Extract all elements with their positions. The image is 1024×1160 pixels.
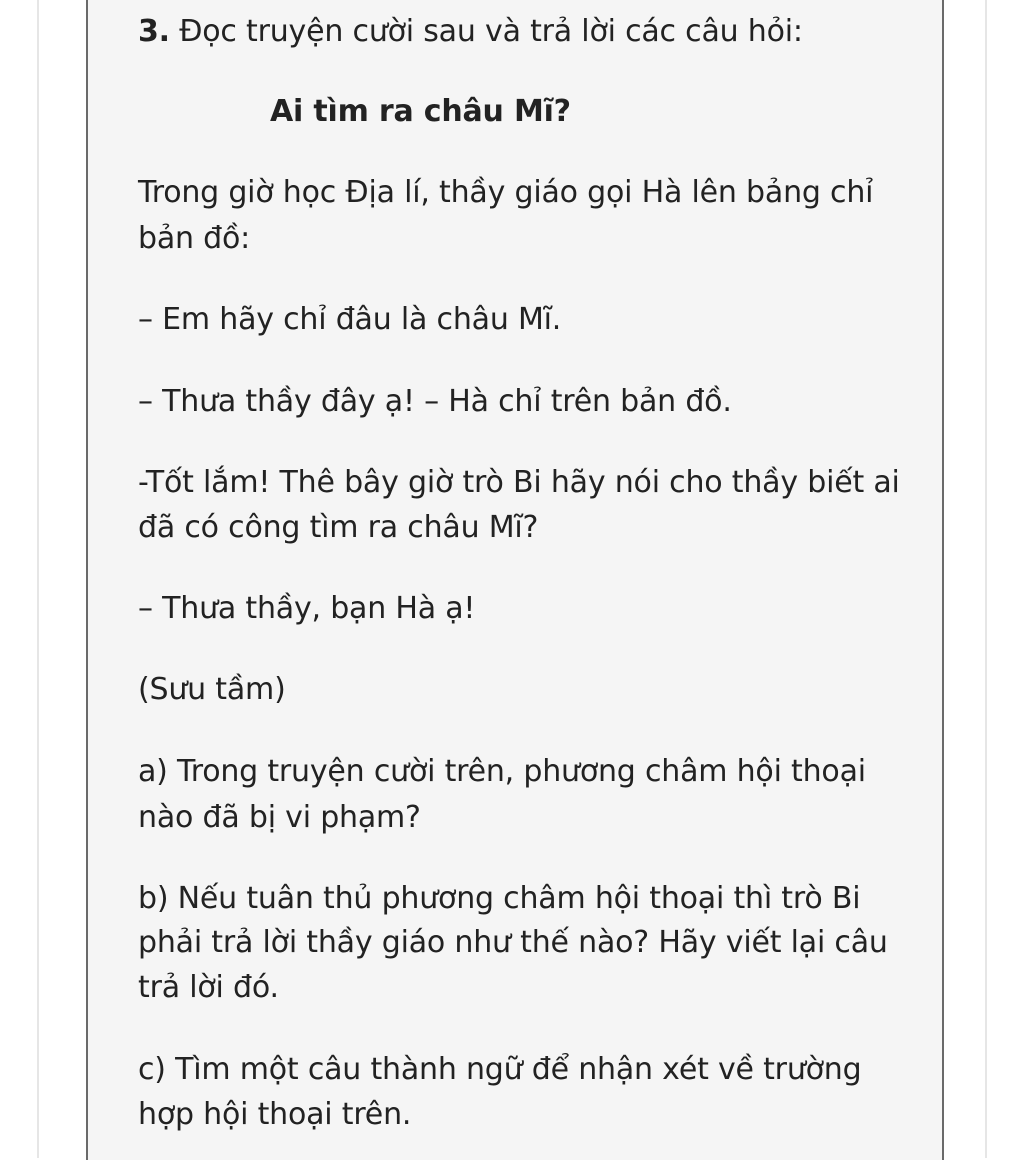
question-c-line1: c) Tìm một câu thành ngữ để nhận xét về trường bbox=[138, 1052, 862, 1087]
question-b-line3: trả lời đó. bbox=[138, 970, 279, 1005]
story-intro-line2: bản đồ: bbox=[138, 221, 251, 256]
question-a-line2: nào đã bị vi phạm? bbox=[138, 800, 421, 835]
story-title: Ai tìm ra châu Mĩ? bbox=[270, 94, 571, 129]
story-source: (Sưu tầm) bbox=[138, 672, 286, 707]
question-c-line2: hợp hội thoại trên. bbox=[138, 1097, 412, 1132]
question-a-line1: a) Trong truyện cười trên, phương châm hội thoại bbox=[138, 754, 866, 789]
dialogue-4: – Thưa thầy, bạn Hà ạ! bbox=[138, 591, 476, 626]
exercise-number: 3. bbox=[138, 14, 170, 49]
question-b-line1: b) Nếu tuân thủ phương châm hội thoại thì trò Bi bbox=[138, 881, 861, 916]
dialogue-3-line1: -Tốt lắm! Thê bây giờ trò Bi hãy nói cho thầy biết ai bbox=[138, 465, 900, 500]
question-b-line2: phải trả lời thầy giáo như thế nào? Hãy viết lại câu bbox=[138, 925, 888, 960]
story-intro-line1: Trong giờ học Địa lí, thầy giáo gọi Hà lên bảng chỉ bbox=[138, 175, 874, 210]
dialogue-1: – Em hãy chỉ đâu là châu Mĩ. bbox=[138, 302, 562, 337]
exercise-heading bbox=[138, 9, 803, 55]
dialogue-2: – Thưa thầy đây ạ! – Hà chỉ trên bản đồ. bbox=[138, 384, 732, 419]
exercise-instruction: Đọc truyện cười sau và trả lời các câu hỏi: bbox=[179, 14, 803, 49]
dialogue-3-line2: đã có công tìm ra châu Mĩ? bbox=[138, 510, 539, 545]
